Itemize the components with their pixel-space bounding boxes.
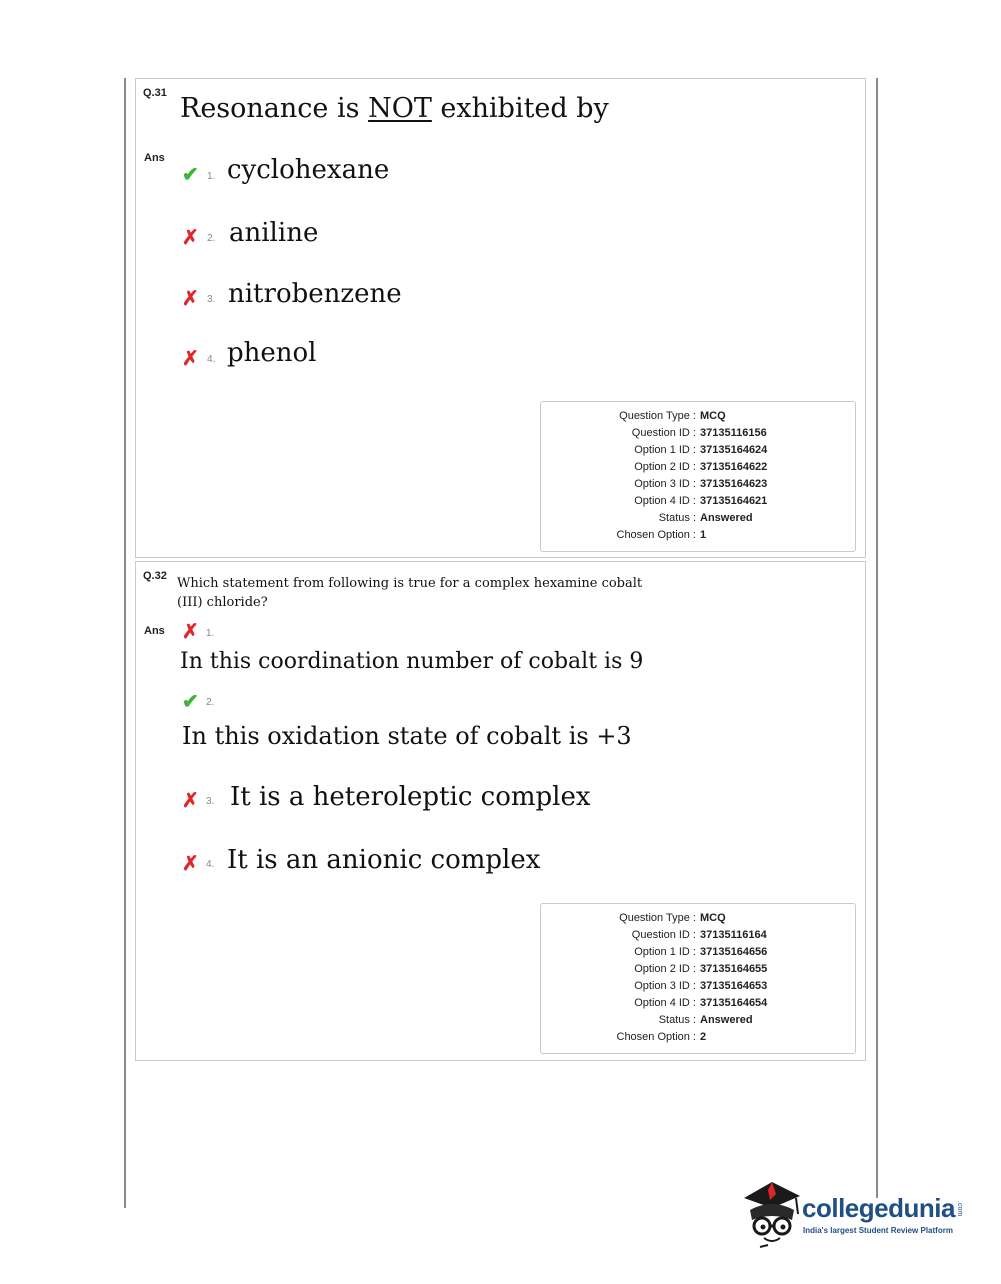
- question-emphasis: NOT: [368, 93, 432, 124]
- brand-name: collegedunia: [802, 1193, 955, 1223]
- tick-icon: ✔: [182, 691, 199, 713]
- page-margin-line-right: [876, 78, 878, 1198]
- meta-option-4-id: Option 4 ID : 37135164654: [634, 997, 768, 1009]
- option-text: It is an anionic complex: [227, 845, 541, 875]
- option-number: 2.: [207, 233, 216, 244]
- tick-icon: ✔: [182, 164, 199, 186]
- option-text: nitrobenzene: [228, 279, 402, 309]
- meta-chosen-option: Chosen Option : 2: [616, 1031, 707, 1043]
- cross-icon: ✗: [182, 853, 199, 875]
- option-number: 3.: [206, 796, 215, 807]
- option-number: 4.: [206, 859, 215, 870]
- option-text: It is a heteroleptic complex: [230, 782, 591, 812]
- option-text: In this coordination number of cobalt is 9: [180, 649, 644, 674]
- meta-status: Status : Answered: [658, 512, 753, 524]
- meta-question-id: Question ID : 37135116164: [631, 929, 767, 941]
- meta-option-2-id: Option 2 ID : 37135164622: [634, 461, 768, 473]
- option-number: 1.: [206, 628, 215, 639]
- mascot-icon: [742, 1176, 802, 1250]
- meta-chosen-option: Chosen Option : 1: [616, 529, 707, 541]
- option-text: cyclohexane: [227, 155, 390, 185]
- option-number: 2.: [206, 697, 215, 708]
- option-number: 3.: [207, 294, 216, 305]
- meta-question-id: Question ID : 37135116156: [631, 427, 767, 439]
- meta-option-3-id: Option 3 ID : 37135164623: [634, 478, 768, 490]
- option-number: 1.: [207, 171, 216, 182]
- meta-status: Status : Answered: [658, 1014, 753, 1026]
- collegedunia-logo[interactable]: [742, 1176, 972, 1256]
- question-text: Which statement from following is true for a complex hexamine cobalt (III) chloride?: [177, 576, 643, 610]
- cross-icon: ✗: [182, 348, 199, 370]
- question-meta-panel: [540, 903, 856, 1054]
- option-text: aniline: [229, 218, 319, 248]
- meta-option-1-id: Option 1 ID : 37135164656: [634, 946, 768, 958]
- meta-option-4-id: Option 4 ID : 37135164621: [634, 495, 768, 507]
- brand-suffix: .com: [956, 1201, 963, 1217]
- cross-icon: ✗: [182, 621, 199, 643]
- question-block-31: [135, 78, 866, 558]
- answer-label: Ans: [144, 152, 165, 164]
- question-text: Resonance is NOT exhibited by: [180, 93, 609, 124]
- question-meta-panel: [540, 401, 856, 552]
- meta-question-type: Question Type : MCQ: [619, 912, 726, 924]
- meta-option-1-id: Option 1 ID : 37135164624: [634, 444, 768, 456]
- answer-label: Ans: [144, 625, 165, 637]
- page-margin-line-left: [124, 78, 126, 1208]
- option-text: In this oxidation state of cobalt is +3: [182, 722, 632, 750]
- question-number: Q.31: [143, 87, 167, 99]
- option-text: phenol: [227, 338, 317, 368]
- cross-icon: ✗: [182, 790, 199, 812]
- meta-option-3-id: Option 3 ID : 37135164653: [634, 980, 768, 992]
- brand-tagline: India's largest Student Review Platform: [803, 1226, 953, 1235]
- option-number: 4.: [207, 354, 216, 365]
- question-number: Q.32: [143, 570, 167, 582]
- meta-question-type: Question Type : MCQ: [619, 410, 726, 422]
- meta-option-2-id: Option 2 ID : 37135164655: [634, 963, 768, 975]
- cross-icon: ✗: [182, 227, 199, 249]
- question-block-32: [135, 561, 866, 1061]
- cross-icon: ✗: [182, 288, 199, 310]
